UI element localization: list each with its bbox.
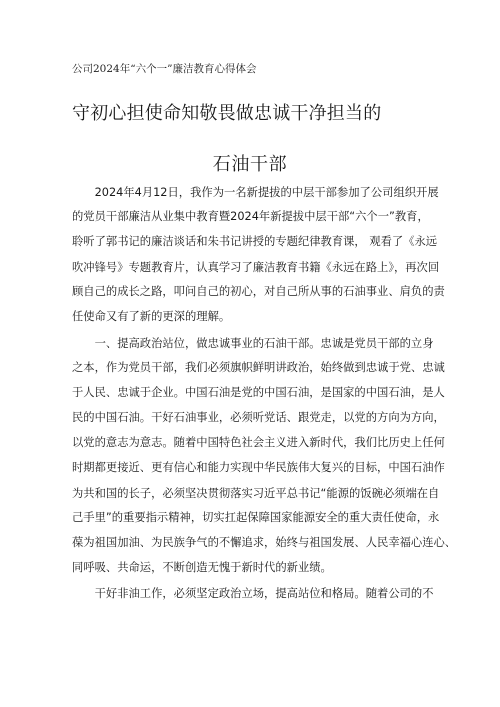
body-line: 一、提高政治站位，做忠诚事业的石油干部。忠诚是党员干部的立身	[72, 337, 434, 350]
body-line: 2024年4月12日，我作为一名新提拔的中层干部参加了公司组织开展	[72, 186, 439, 199]
body-line: 葆为祖国加油、为民族争气的不懈追求，始终与祖国发展、人民幸福心连心、	[72, 536, 457, 549]
body-line: 聆听了郭书记的廉洁谈话和朱书记讲授的专题纪律教育课， 观看了《永远	[72, 235, 438, 248]
body-line: 吹冲锋号》专题教育片，认真学习了廉洁教育书籍《永远在路上》，再次回	[72, 261, 440, 274]
body-line: 同呼吸、共命运，不断创造无愧于新时代的新业绩。	[72, 561, 332, 574]
body-line: 顾自己的成长之路，叩问自己的初心，对自己所从事的石油事业、肩负的责	[72, 285, 445, 298]
body-line: 之本，作为党员干部，我们必须旗帜鲜明讲政治，始终做到忠诚于党、忠诚	[72, 361, 445, 374]
page-title-line-1: 守初心担使命知敬畏做忠诚干净担当的	[72, 103, 382, 124]
body-line: 时期都更接近、更有信心和能力实现中华民族伟大复兴的目标，中国石油作	[72, 461, 445, 474]
body-line: 干好非油工作，必须坚定政治立场，提高站位和格局。随着公司的不	[72, 587, 434, 600]
body-line: 为共和国的长子，必须坚决贯彻落实习近平总书记“能源的饭碗必须端在自	[72, 487, 440, 500]
document-header: 公司2024年“六个一”廉洁教育心得体会	[72, 63, 257, 75]
body-line: 于人民、忠诚于企业。中国石油是党的中国石油，是国家的中国石油，是人	[72, 386, 445, 399]
body-line: 任使命又有了新的更深的理解。	[72, 310, 231, 323]
body-line: 己手里”的重要指示精神，切实扛起保障国家能源安全的重大责任使命，永	[72, 511, 440, 524]
body-line: 民的中国石油。干好石油事业，必须听党话、跟党走，以党的方向为方向，	[72, 411, 445, 424]
body-line: 以党的意志为意志。随着中国特色社会主义进入新时代，我们比历史上任何	[72, 436, 445, 449]
page-title-line-2: 石油干部	[212, 154, 288, 175]
body-line: 的党员干部廉洁从业集中教育暨2024年新提拔中层干部“六个一”教育，	[72, 210, 429, 223]
